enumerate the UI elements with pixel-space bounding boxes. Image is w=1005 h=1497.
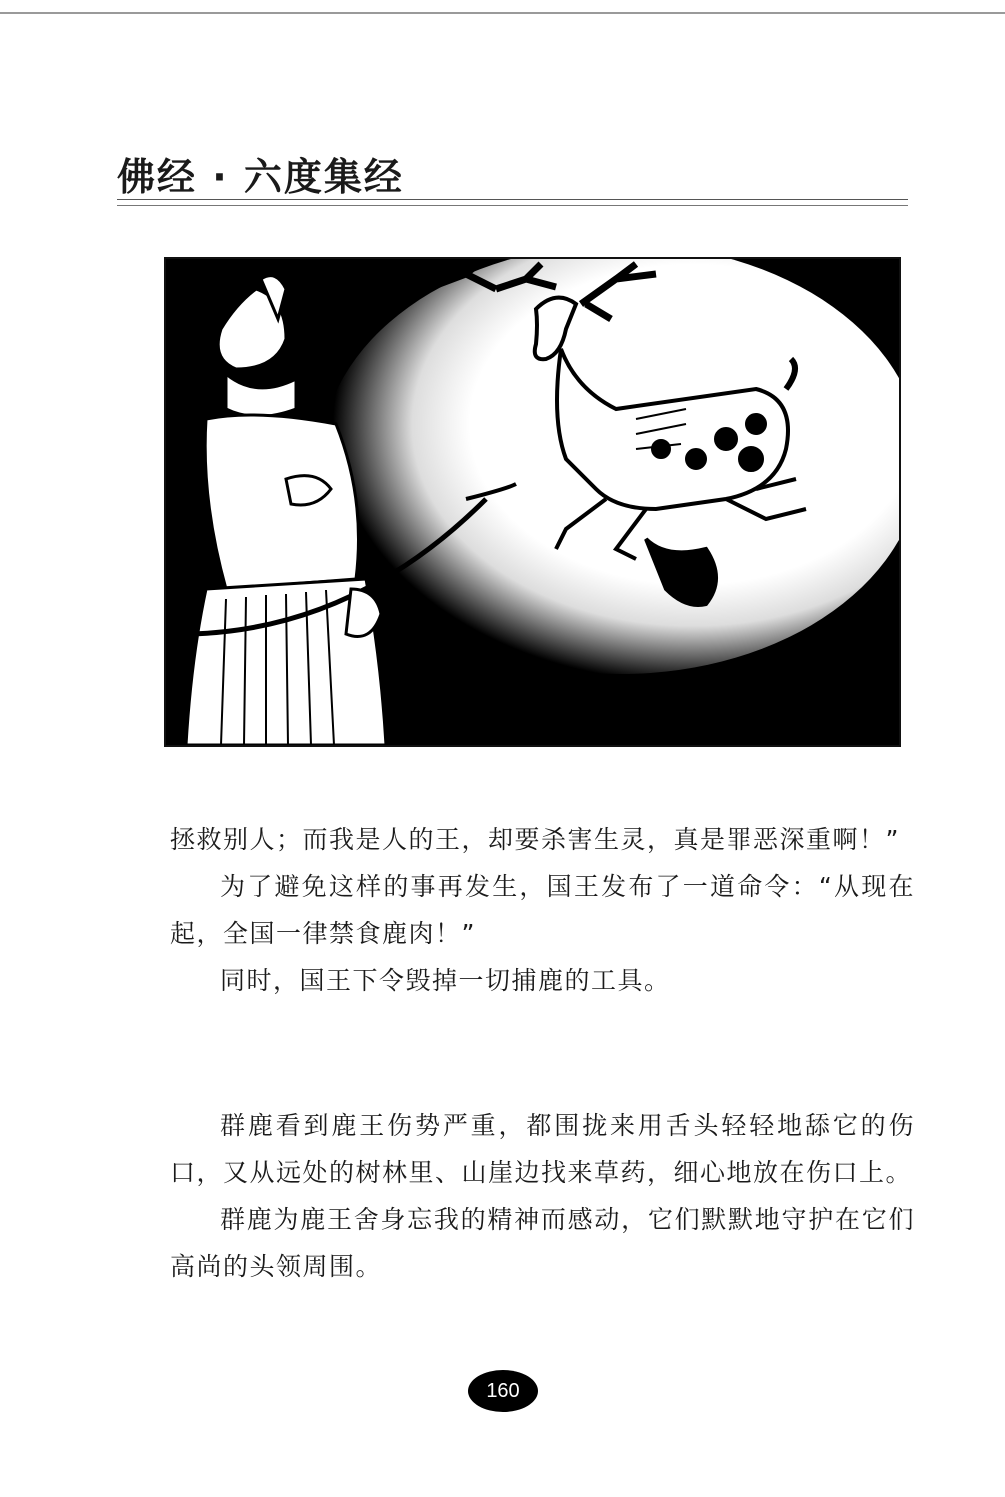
text-continued-paragraph — [170, 816, 915, 1004]
illustration — [164, 257, 901, 747]
paragraph-1: 拯救别人；而我是人的王，却要杀害生灵，真是罪恶深重啊！” — [170, 825, 900, 854]
page-number-badge: 160 — [468, 1370, 538, 1412]
header-rule-secondary — [117, 205, 908, 206]
paragraph-4: 群鹿看到鹿王伤势严重，都围拢来用舌头轻轻地舔它的伤口，又从远处的树林里、山崖边找来草药，细心地放在伤口上。 — [170, 1111, 915, 1187]
paragraph-5: 群鹿为鹿王舍身忘我的精神而感动，它们默默地守护在它们高尚的头领周围。 — [170, 1205, 915, 1281]
text-section-2 — [170, 1102, 915, 1290]
illustration-artwork — [166, 259, 899, 745]
running-header-title: 佛经 · 六度集经 — [117, 155, 404, 199]
paragraph-3: 同时，国王下令毁掉一切捕鹿的工具。 — [220, 966, 671, 995]
paragraph-2: 为了避免这样的事再发生，国王发布了一道命令：“从现在起，全国一律禁食鹿肉！” — [170, 872, 915, 948]
header-rule — [117, 199, 908, 200]
top-rule — [0, 12, 1005, 14]
